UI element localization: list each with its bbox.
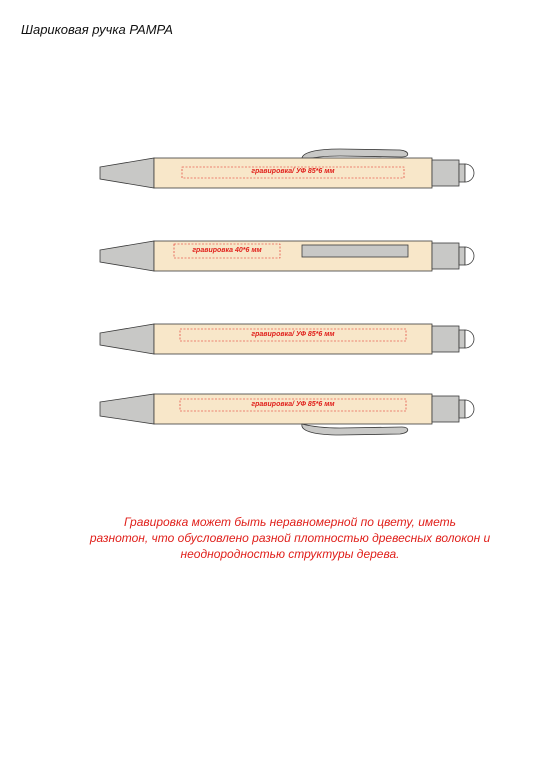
pen-button-neck [459,164,465,182]
engraving-label: гравировка/ УФ 85*6 мм [251,401,335,408]
pen-view-top [0,140,550,200]
pen-tip [100,324,154,354]
pen-view-back [0,306,550,366]
engraving-label: гравировка 40*6 мм [192,247,262,254]
note-line: неоднородностью структуры дерева. [180,547,400,561]
pen-button-neck [459,330,465,348]
pen-tip [100,241,154,271]
pen-barrel [154,324,432,354]
note-line: разнотон, что обусловлено разной плотностью древесных волокон и [89,531,491,545]
pen-button [465,330,474,348]
page-title: Шариковая ручка PAMPA [21,22,173,37]
pen-clip [302,424,408,435]
pen-end-cap [432,160,459,186]
engraving-label: гравировка/ УФ 85*6 мм [251,331,335,338]
pen-tip [100,158,154,188]
pen-button [465,164,474,182]
pen-view-front [0,223,550,283]
pen-button-neck [459,400,465,418]
pen-end-cap [432,396,459,422]
pen-view-bottom [0,384,550,444]
pen-end-cap [432,243,459,269]
pen-button-neck [459,247,465,265]
note-line: Гравировка может быть неравномерной по цвету, иметь [124,515,456,529]
pen-button [465,247,474,265]
pen-drawing [0,384,550,444]
engraving-label: гравировка/ УФ 85*6 мм [251,168,335,175]
pen-end-cap [432,326,459,352]
pen-clip [302,245,408,257]
pen-tip [100,394,154,424]
engraving-note [60,514,520,562]
pen-barrel [154,394,432,424]
pen-button [465,400,474,418]
